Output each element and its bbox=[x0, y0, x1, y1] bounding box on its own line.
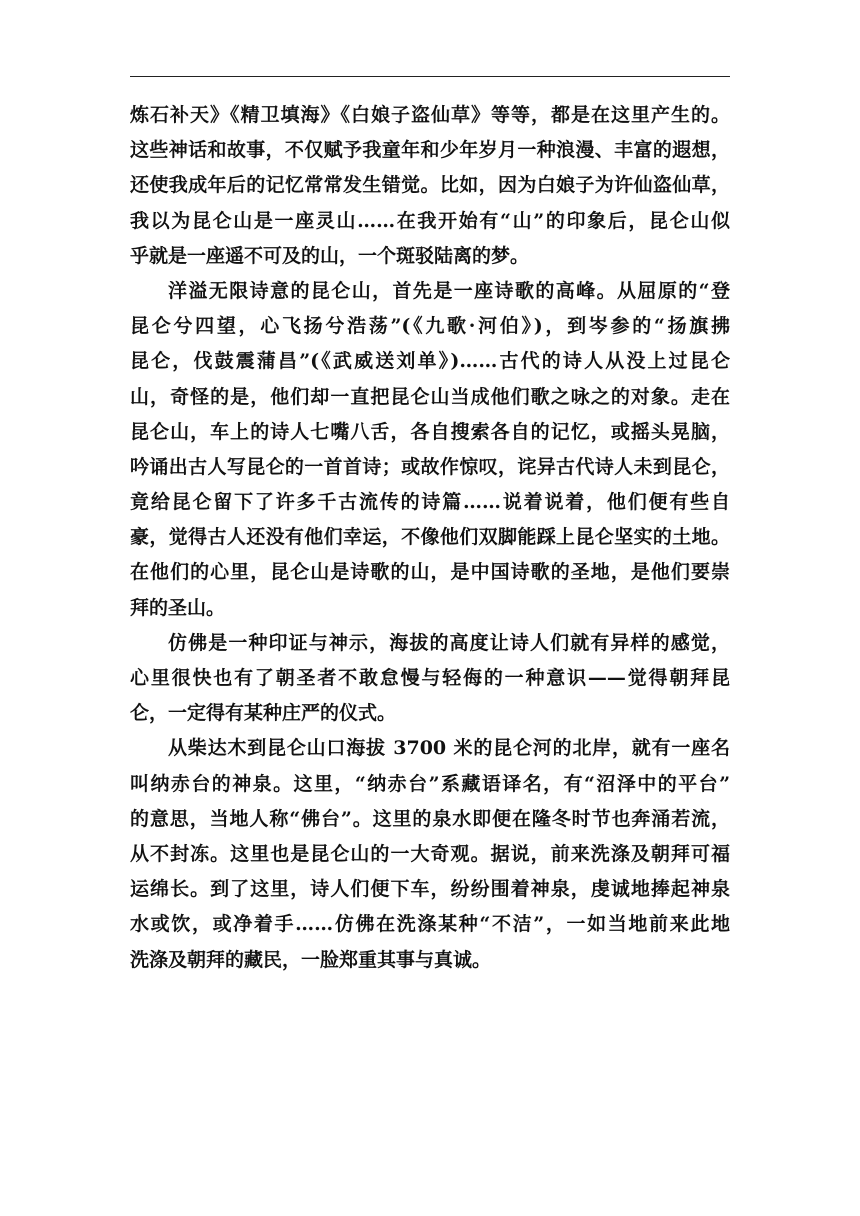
text-line: 心里很快也有了朝圣者不敢怠慢与轻侮的一种意识——觉得朝拜昆 bbox=[130, 667, 730, 689]
text-line: 乎就是一座遥不可及的山，一个斑驳陆离的梦。 bbox=[130, 244, 530, 267]
text-line: 叫纳赤台的神泉。这里，“纳赤台”系藏语译名，有“沼泽中的平台” bbox=[130, 772, 730, 795]
text-line: 洗涤及朝拜的藏民，一脸郑重其事与真诚。 bbox=[130, 948, 492, 971]
text-line: 拜的圣山。 bbox=[130, 596, 226, 619]
text-line: 昆仑，伐鼓震蒲昌”(《武威送刘单》)……古代的诗人从没上过昆仑 bbox=[130, 350, 730, 373]
text-line: 从柴达木到昆仑山口海拔 3700 米的昆仑河的北岸，就有一座名 bbox=[168, 737, 730, 760]
text-line: 运绵长。到了这里，诗人们便下车，纷纷围着神泉，虔诚地捧起神泉 bbox=[130, 878, 730, 901]
text-line: 仿佛是一种印证与神示，海拔的高度让诗人们就有异样的感觉， bbox=[168, 631, 730, 654]
header-rule bbox=[130, 76, 730, 77]
text-line: 仑，一定得有某种庄严的仪式。 bbox=[130, 702, 397, 725]
text-line: 洋溢无限诗意的昆仑山，首先是一座诗歌的高峰。从屈原的“登 bbox=[168, 279, 730, 302]
text-line: 这些神话和故事，不仅赋予我童年和少年岁月一种浪漫、丰富的遐想， bbox=[130, 139, 730, 162]
text-line: 从不封冻。这里也是昆仑山的一大奇观。据说，前来洗涤及朝拜可福 bbox=[130, 842, 730, 865]
text-line: 还使我成年后的记忆常常发生错觉。比如，因为白娘子为许仙盗仙草， bbox=[130, 174, 730, 197]
text-line: 的意思，当地人称“佛台”。这里的泉水即便在隆冬时节也奔涌若流， bbox=[130, 807, 730, 830]
text-line: 昆仑兮四望，心飞扬兮浩荡”(《九歌·河伯》)，到岑参的“扬旗拂 bbox=[130, 315, 730, 338]
text-line: 在他们的心里，昆仑山是诗歌的山，是中国诗歌的圣地，是他们要崇 bbox=[130, 561, 730, 584]
text-line: 我以为昆仑山是一座灵山……在我开始有“山”的印象后，昆仑山似 bbox=[130, 209, 730, 232]
text-line: 水或饮，或净着手……仿佛在洗涤某种“不洁”，一如当地前来此地 bbox=[130, 913, 730, 936]
text-line: 竟给昆仑留下了许多千古流传的诗篇……说着说着，他们便有些自 bbox=[130, 491, 730, 514]
document-body bbox=[130, 98, 730, 978]
text-line: 昆仑山，车上的诗人七嘴八舌，各自搜索各自的记忆，或摇头晃脑， bbox=[130, 420, 730, 443]
text-line: 山，奇怪的是，他们却一直把昆仑山当成他们歌之咏之的对象。走在 bbox=[130, 385, 730, 408]
text-line: 吟诵出古人写昆仑的一首首诗；或故作惊叹，诧异古代诗人未到昆仑， bbox=[130, 455, 730, 478]
text-line: 炼石补天》《精卫填海》《白娘子盗仙草》等等，都是在这里产生的。 bbox=[130, 104, 730, 126]
text-line: 豪，觉得古人还没有他们幸运，不像他们双脚能踩上昆仑坚实的土地。 bbox=[130, 526, 730, 549]
